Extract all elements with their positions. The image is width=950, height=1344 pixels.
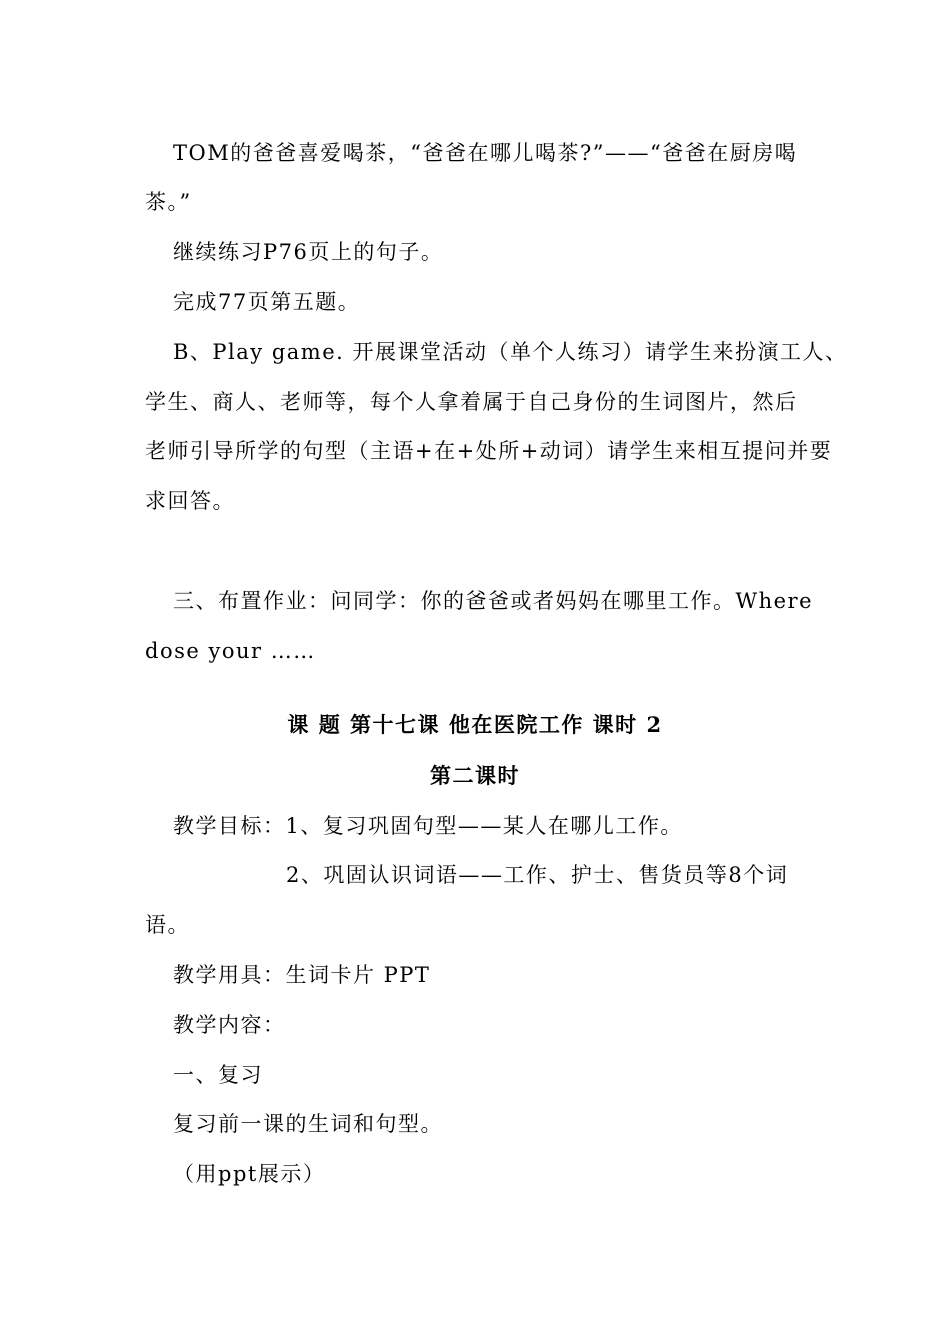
paragraph-line: 老师引导所学的句型（主语+在+处所+动词）请学生来相互提问并要 — [145, 439, 833, 463]
paragraph-line: 求回答。 — [145, 489, 235, 513]
content-heading: 教学内容： — [173, 1013, 286, 1037]
note-line: （用ppt展示） — [173, 1162, 326, 1186]
lesson-subtitle: 第二课时 — [430, 763, 520, 788]
paragraph-line: B、Play game. 开展课堂活动（单个人练习）请学生来扮演工人、 — [173, 340, 848, 364]
homework-line: dose your …… — [145, 639, 316, 663]
homework-line: 三、布置作业：问同学：你的爸爸或者妈妈在哪里工作。Where — [173, 589, 814, 613]
paragraph-line: 完成77页第五题。 — [173, 290, 361, 314]
paragraph-line: 茶。” — [145, 190, 192, 214]
paragraph-line: TOM的爸爸喜爱喝茶，“爸爸在哪儿喝茶?”——“爸爸在厨房喝 — [173, 141, 798, 165]
paragraph-line: 继续练习P76页上的句子。 — [173, 240, 444, 264]
tools-line: 教学用具：生词卡片 PPT — [173, 963, 431, 987]
section-heading: 一、复习 — [173, 1063, 263, 1087]
goal-line: 教学目标：1、复习巩固句型——某人在哪儿工作。 — [173, 814, 683, 838]
paragraph-line: 学生、商人、老师等，每个人拿着属于自己身份的生词图片，然后 — [145, 390, 798, 414]
lesson-title: 课 题 第十七课 他在医院工作 课时 2 — [287, 712, 663, 737]
review-line: 复习前一课的生词和句型。 — [173, 1112, 443, 1136]
goal-line: 2、巩固认识词语——工作、护士、售货员等8个词 — [286, 863, 789, 887]
goal-line: 语。 — [145, 913, 190, 937]
